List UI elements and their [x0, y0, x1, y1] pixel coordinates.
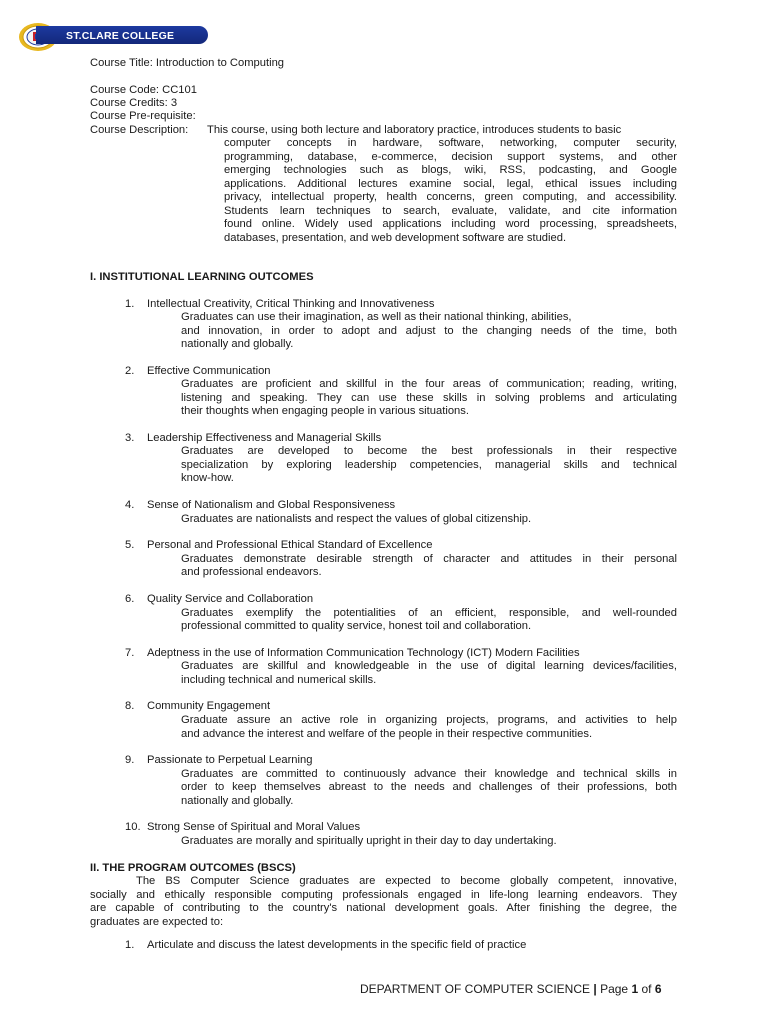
outcome-title: Community Engagement [147, 700, 271, 712]
outcome-title: Leadership Effectiveness and Managerial Skills [147, 432, 382, 444]
outcome-title: Effective Communication [147, 365, 271, 377]
course-desc-line: computer concepts in hardware, software, networking, computer security, [224, 137, 677, 149]
outcome-number: 9. [125, 754, 135, 766]
outcome-number: 3. [125, 432, 135, 444]
outcome-text: including technical and numerical skills. [181, 674, 377, 686]
section-heading-program-outcomes: II. THE PROGRAM OUTCOMES (BSCS) [90, 862, 296, 874]
program-paragraph-line: graduates are expected to: [90, 916, 224, 928]
outcome-number: 2. [125, 365, 135, 377]
course-desc-line: emerging technologies such as blogs, wiki, RSS, podcasting, and Google [224, 164, 677, 176]
outcome-text: Graduates are nationalists and respect the values of global citizenship. [181, 513, 532, 525]
program-outcome-text: Articulate and discuss the latest developments in the specific field of practice [147, 939, 527, 951]
footer-separator: | [593, 982, 597, 996]
outcome-text: know-how. [181, 472, 234, 484]
footer-department: DEPARTMENT OF COMPUTER SCIENCE [360, 982, 591, 996]
footer-page-word: Page [600, 982, 629, 996]
outcome-text: and innovation, in order to adopt and adjust to the changing needs of the time, both [181, 325, 677, 337]
program-paragraph-line: are capable of contributing to the country's national development goals. After finishing the degree, the [90, 902, 677, 914]
outcome-number: 8. [125, 700, 135, 712]
course-desc-line: found online. Widely used applications including word processing, spreadsheets, [224, 218, 677, 230]
program-outcome-number: 1. [125, 939, 135, 951]
outcome-text: Graduates exemplify the potentialities of an efficient, responsible, and well-rounded [181, 607, 677, 619]
outcome-number: 1. [125, 298, 135, 310]
outcome-text: specialization by exploring leadership competencies, managerial skills and technical [181, 459, 677, 471]
outcome-text: Graduate assure an active role in organizing projects, programs, and activities to help [181, 714, 677, 726]
outcome-text: Graduates are morally and spiritually upright in their day to day undertaking. [181, 835, 557, 847]
page-footer [360, 982, 662, 996]
outcome-text: Graduates are skillful and knowledgeable in the use of digital learning devices/facilities, [181, 660, 677, 672]
outcome-title: Personal and Professional Ethical Standard of Excellence [147, 539, 433, 551]
outcome-text: order to keep themselves abreast to the needs and challenges of their professions, both [181, 781, 677, 793]
course-desc-line: databases, presentation, and web development software are studied. [224, 232, 567, 244]
section-heading-ilo: I. INSTITUTIONAL LEARNING OUTCOMES [90, 271, 314, 283]
program-paragraph-line: The BS Computer Science graduates are expected to become globally competent, innovative, [136, 875, 677, 887]
outcome-number: 5. [125, 539, 135, 551]
outcome-text: their thoughts when engaging people in various situations. [181, 405, 469, 417]
course-prereq: Course Pre-requisite: [90, 110, 196, 122]
footer-page-number: 1 [631, 982, 639, 996]
outcome-title: Intellectual Creativity, Critical Thinking and Innovativeness [147, 298, 435, 310]
outcome-text: Graduates demonstrate desirable strength of character and attitudes in their personal [181, 553, 677, 565]
outcome-text: professional committed to quality service, honest toil and collaboration. [181, 620, 532, 632]
course-desc-line: This course, using both lecture and laboratory practice, introduces students to basic [207, 124, 622, 136]
course-desc-label: Course Description: [90, 124, 189, 136]
outcome-text: Graduates are developed to become the best professionals in their respective [181, 445, 677, 457]
outcome-number: 7. [125, 647, 135, 659]
outcome-title: Adeptness in the use of Information Communication Technology (ICT) Modern Facilities [147, 647, 580, 659]
footer-page-total: 6 [654, 982, 662, 996]
outcome-title: Sense of Nationalism and Global Responsiveness [147, 499, 396, 511]
outcome-text: and advance the interest and welfare of the people in their respective communities. [181, 728, 593, 740]
outcome-number: 10. [125, 821, 141, 833]
outcome-text: nationally and globally. [181, 795, 294, 807]
course-code: Course Code: CC101 [90, 84, 197, 96]
course-desc-line: privacy, intellectual property, health concerns, green computing, and accessibility. [224, 191, 677, 203]
outcome-number: 4. [125, 499, 135, 511]
outcome-text: and professional endeavors. [181, 566, 322, 578]
program-paragraph-line: socially and ethically responsible computing professionals engaged in life-long learning endeavors. They [90, 889, 677, 901]
outcome-title: Quality Service and Collaboration [147, 593, 314, 605]
outcome-text: listening and speaking. They can use these skills in solving problems and articulating [181, 392, 677, 404]
course-desc-line: applications. Additional lectures examine social, legal, ethical issues including [224, 178, 677, 190]
outcome-text: Graduates are proficient and skillful in the four areas of communication; reading, writing, [181, 378, 677, 390]
college-header [18, 22, 758, 52]
outcome-title: Passionate to Perpetual Learning [147, 754, 313, 766]
course-title: Course Title: Introduction to Computing [90, 57, 285, 69]
course-credits: Course Credits: 3 [90, 97, 178, 109]
outcome-title: Strong Sense of Spiritual and Moral Values [147, 821, 361, 833]
outcome-text: Graduates can use their imagination, as well as their national thinking, abilities, [181, 311, 572, 323]
outcome-text: Graduates are committed to continuously advance their knowledge and technical skills in [181, 768, 677, 780]
course-desc-line: Students learn techniques to search, evaluate, validate, and cite information [224, 205, 677, 217]
outcome-number: 6. [125, 593, 135, 605]
footer-of-word: of [641, 982, 652, 996]
course-desc-line: programming, database, e-commerce, decision support systems, and other [224, 151, 677, 163]
outcome-text: nationally and globally. [181, 338, 294, 350]
college-name: ST.CLARE COLLEGE [66, 30, 175, 42]
